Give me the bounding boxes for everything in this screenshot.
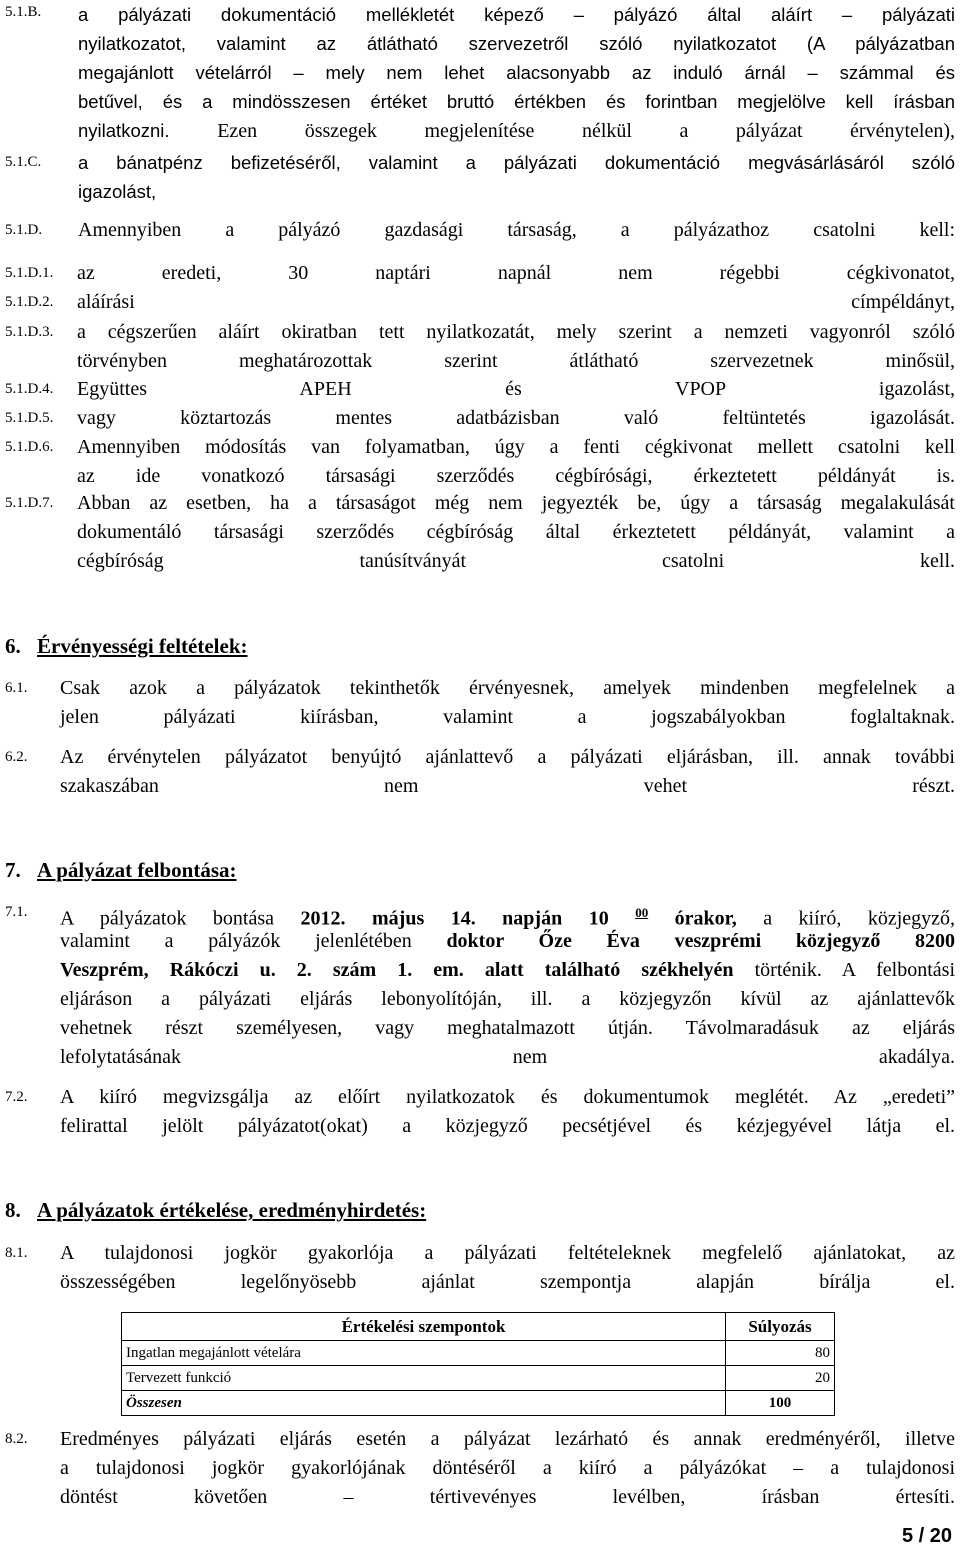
- item-text: aláírási címpéldányt,: [77, 291, 955, 313]
- criterion-weight: 80: [726, 1341, 835, 1366]
- item-number: 7.1.: [5, 904, 28, 920]
- item-text: az eredeti, 30 naptári napnál nem régebbi cégkivonatot,: [77, 262, 955, 284]
- section-number: 8.: [5, 1198, 21, 1222]
- section-number: 7.: [5, 858, 21, 882]
- item-text: Együttes APEH és VPOP igazolást,: [77, 378, 955, 400]
- table-row: [122, 1366, 835, 1391]
- item-text: A tulajdonosi jogkör gyakorlója a pályázati feltételeknek megfelelő ajánlatokat, az összességében legelőnyösebb ajánlat szempontja alapján bírálja el.: [60, 1242, 955, 1293]
- evaluation-table: [121, 1312, 835, 1416]
- item-number: 5.1.D.6.: [5, 439, 54, 455]
- section-title: A pályázat felbontása:: [37, 858, 237, 882]
- criterion-weight: 20: [726, 1366, 835, 1391]
- item-number: 5.1.D.3.: [5, 324, 54, 340]
- item-text: A kiíró megvizsgálja az előírt nyilatkozatok és dokumentumok meglétét. Az „eredeti” felirattal jelölt pályázatot(okat) a közjegyző pecsétjével és kézjegyével látja el.: [60, 1086, 955, 1137]
- page-number: 5 / 20: [901, 1525, 952, 1547]
- item-number: 5.1.D.: [5, 222, 43, 238]
- criterion-label: Ingatlan megajánlott vételára: [122, 1341, 726, 1366]
- item-text: a bánatpénz befizetéséről, valamint a pályázati dokumentáció megvásárlásáról szóló igazolást,: [78, 152, 955, 202]
- table-header-row: [122, 1313, 835, 1341]
- section-8-heading: [5, 1198, 605, 1227]
- item-text: Amennyiben módosítás van folyamatban, úgy a fenti cégkivonat mellett csatolni kell az ide vonatkozó társasági szerződés cégbírósági, érkeztetett példányát is.: [77, 436, 955, 487]
- section-7-heading: [5, 858, 405, 887]
- item-text: Az érvénytelen pályázatot benyújtó ajánlattevő a pályázati eljárásban, ill. annak további szakaszában nem vehet részt.: [60, 746, 955, 797]
- total-weight: 100: [726, 1391, 835, 1416]
- table-total-row: [122, 1391, 835, 1416]
- item-text: a cégszerűen aláírt okiratban tett nyilatkozatát, mely szerint a nemzeti vagyonról szóló törvényben meghatározottak szerint átlátható szervezetnek minősül,: [77, 321, 955, 372]
- item-text: Eredményes pályázati eljárás esetén a pályázat lezárható és annak eredményéről, illetve a tulajdonosi jogkör gyakorlójának döntéséről a kiíró a pályázókat – a tulajdonosi döntést követően – tértivevényes levélben, írásban értesíti.: [60, 1428, 955, 1508]
- item-number: 8.2.: [5, 1431, 28, 1447]
- item-text: a pályázati dokumentáció mellékletét képező – pályázó által aláírt – pályázati nyilatkozatot, valamint az átlátható szervezetről szóló nyilatkozatot (A pályázatban megajánlott vételárról – mely nem lehet alacsonyabb az induló árnál – számmal és betűvel, és a mindösszesen értéket bruttó értékben és forintban megjelölve kell írásban nyilatkozni. Ezen összegek megjelenítése nélkül a pályázat érvénytelen),: [78, 4, 955, 142]
- column-header: Súlyozás: [726, 1313, 835, 1341]
- item-number: 6.1.: [5, 680, 28, 696]
- item-number: 5.1.B.: [5, 4, 42, 20]
- table-row: [122, 1341, 835, 1366]
- item-number: 5.1.D.7.: [5, 495, 54, 511]
- item-number: 5.1.D.4.: [5, 381, 54, 397]
- criterion-label: Tervezett funkció: [122, 1366, 726, 1391]
- item-text: A pályázatok bontása 2012. május 14. napján 10 $^{00}$ órakor, a kiíró, közjegyző, valamint a pályázók jelenlétében doktor Őze Éva veszprémi közjegyző 8200 Veszprém, Rákóczi u. 2. szám 1. em. alatt található székhelyén történik. A felbontási eljáráson a pályázati eljárás lebonyolítóján, ill. a közjegyzőn kívül az ajánlattevők vehetnek részt személyesen, vagy meghatalmazott útján. Távolmaradásuk az eljárás lefolytatásának nem akadálya.: [60, 905, 956, 1068]
- item-number: 5.1.D.2.: [5, 294, 54, 310]
- item-text: Amennyiben a pályázó gazdasági társaság, a pályázathoz csatolni kell:: [78, 219, 955, 241]
- item-number: 5.1.C.: [5, 154, 42, 170]
- item-text: Abban az esetben, ha a társaságot még nem jegyezték be, úgy a társaság megalakulását dokumentáló társasági szerződés cégbíróság által érkeztetett példányát, valamint a cégbíróság tanúsítványát csatolni kell.: [77, 492, 955, 572]
- section-number: 6.: [5, 634, 21, 658]
- item-number: 5.1.D.5.: [5, 410, 54, 426]
- section-title: A pályázatok értékelése, eredményhirdetés:: [37, 1198, 427, 1222]
- section-title: Érvényességi feltételek:: [37, 634, 248, 658]
- item-text: Csak azok a pályázatok tekinthetők érvényesnek, amelyek mindenben megfelelnek a jelen pályázati kiírásban, valamint a jogszabályokban foglaltaknak.: [60, 677, 955, 728]
- section-6-heading: [5, 634, 405, 663]
- total-label: Összesen: [122, 1391, 726, 1416]
- item-text: vagy köztartozás mentes adatbázisban való feltüntetés igazolását.: [77, 407, 955, 429]
- item-number: 6.2.: [5, 749, 28, 765]
- item-number: 7.2.: [5, 1089, 28, 1105]
- item-number: 5.1.D.1.: [5, 265, 54, 281]
- item-number: 8.1.: [5, 1245, 28, 1261]
- column-header: Értékelési szempontok: [122, 1313, 726, 1341]
